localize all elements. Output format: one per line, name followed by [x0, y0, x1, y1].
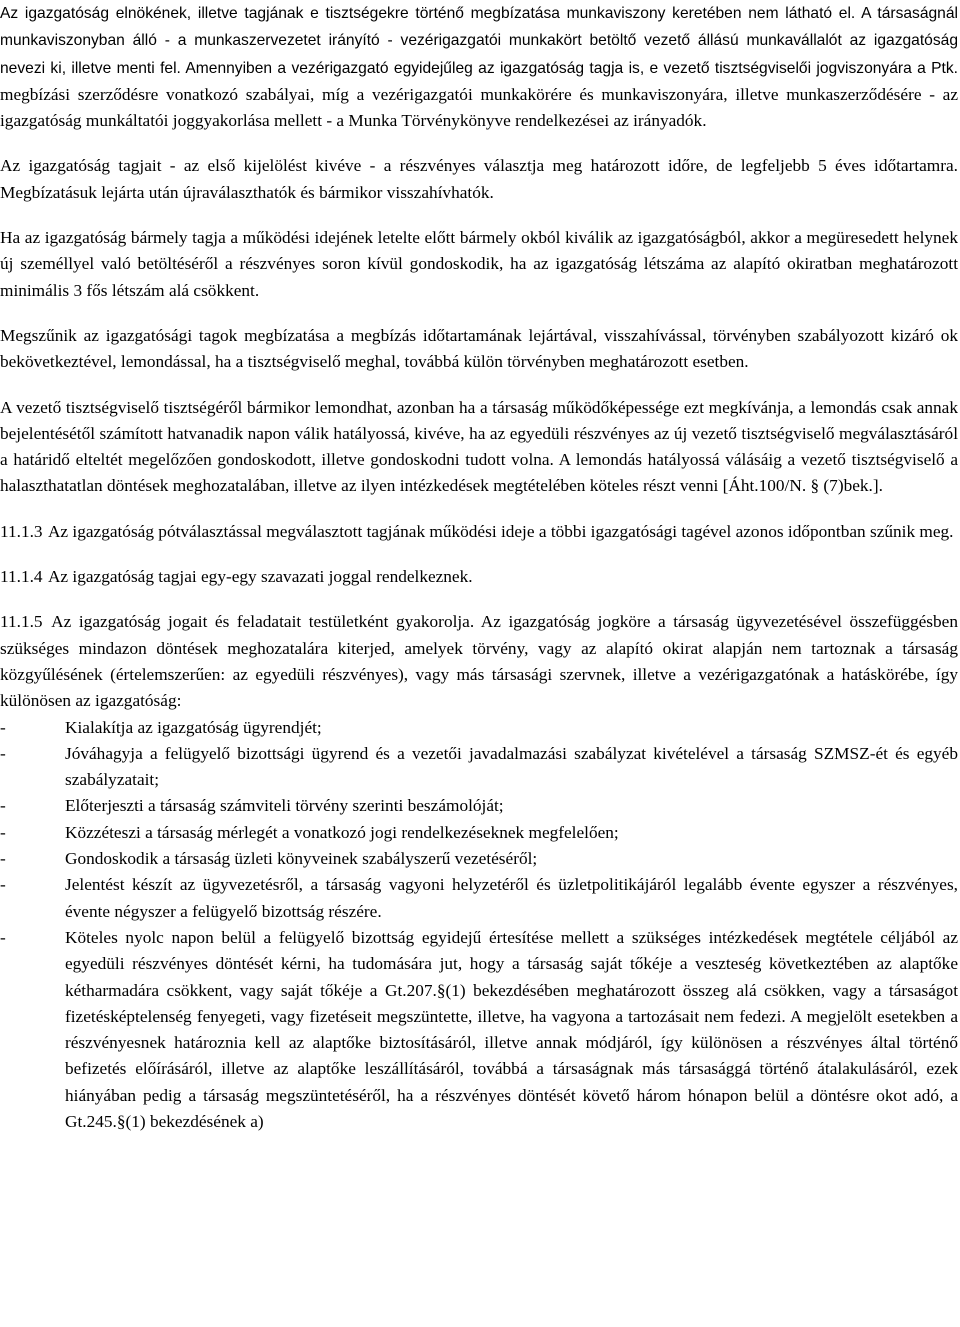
section-number: 11.1.4: [0, 567, 43, 587]
list-item-text: Jelentést készít az ügyvezetésről, a társaság vagyoni helyzetéről és üzletpolitikájáról legalább évente egyszer a részvényes, évente négyszer a felügyelő bizottság részére.: [65, 875, 958, 921]
section-text: Az igazgatóság jogait és feladatait testületként gyakorolja. Az igazgatóság jogköre a társaság ügyvezetésével összefüggésben szükséges mindazon döntések meghozatalára kiterjed, amelyek törvény, vagy az alapító okirat alapján nem tartoznak a társaság közgyűlésének (értelemszerűen: az egyedüli részvényes), vagy más társasági szervnek, illetve a vezérigazgatónak a hatáskörébe, így különösen az igazgatóság:: [0, 612, 958, 711]
dash-bullet: -: [0, 875, 6, 895]
list-item: [0, 872, 958, 925]
spacer: [0, 134, 958, 153]
section-text: Az igazgatóság tagjai egy-egy szavazati joggal rendelkeznek.: [47, 567, 473, 587]
paragraph-employment-serif-part: megbízási szerződésre vonatkozó szabályai, míg a vezérigazgatói munkakörére és munkaviszonyára, illetve munkaszerződésére - az igazgatóság munkáltatói joggyakorlása mellett - a Munka Törvénykönyve rendelkezései az irányadók.: [0, 84, 958, 131]
section-11-1-4: [0, 564, 958, 590]
dash-bullet: -: [0, 927, 6, 947]
list-item: [0, 925, 958, 1135]
section-number: 11.1.5: [0, 612, 43, 632]
paragraph-termination: Megszűnik az igazgatósági tagok megbízatása a megbízás időtartamának lejártával, visszahívással, törvényben szabályozott kizáró ok bekövetkeztével, lemondással, ha a tisztségviselő meghal, továbbá külön törvényben meghatározott esetben.: [0, 325, 958, 372]
list-item-text: Közzéteszi a társaság mérlegét a vonatkozó jogi rendelkezéseknek megfelelően;: [65, 822, 619, 842]
paragraph-employment-sans-part: Az igazgatóság elnökének, illetve tagjának e tisztségekre történő megbízatása munkaviszony keretében nem látható el. A társaságnál munkaviszonyban álló - a munkaszervezetet irányító - vezérigazgatói munkakört betöltő vezető állású munkavállalót az igazgatóság nevezi ki, illetve menti fel. Amennyiben a vezérigazgató egyidejűleg az igazgatóság tagja is, e vezető tisztségviselői jogviszonyára a Ptk.: [0, 5, 958, 77]
list-item-text: Jóváhagyja a felügyelő bizottsági ügyrend és a vezetői javadalmazási szabályzat kivételével a társaság SZMSZ-ét és egyéb szabályzatait;: [65, 743, 958, 790]
dash-bullet: -: [0, 717, 6, 737]
spacer: [0, 500, 958, 519]
list-item-text: Gondoskodik a társaság üzleti könyveinek szabályszerű vezetéséről;: [65, 849, 538, 869]
list-item: [0, 793, 958, 819]
paragraph-employment: [0, 0, 958, 134]
list-item-text: Előterjeszti a társaság számviteli törvény szerinti beszámolóját;: [65, 796, 504, 816]
dash-bullet: -: [0, 796, 6, 816]
paragraph-term: Az igazgatóság tagjait - az első kijelölést kivéve - a részvényes választja meg határozott időre, de legfeljebb 5 éves időtartamra. Megbízatásuk lejárta után újraválaszthatók és bármikor visszahívhatók.: [0, 156, 958, 202]
spacer: [0, 206, 958, 225]
section-text: Az igazgatóság pótválasztással megválasztott tagjának működési ideje a többi igazgatósági tagével azonos időpontban szűnik meg.: [47, 521, 954, 541]
list-item: [0, 820, 958, 846]
section-number: 11.1.3: [0, 521, 43, 541]
paragraph-vacancy: Ha az igazgatóság bármely tagja a működési idejének letelte előtt bármely okból kiválik az igazgatóságból, akkor a megüresedett helynek új személlyel való betöltéséről a részvényes soron kívül gondoskodik, ha az igazgatóság létszáma az alapító okiratban meghatározott minimális 3 fős létszám alá csökkent.: [0, 228, 958, 300]
board-duties-list: [0, 715, 958, 1136]
paragraph-resignation: A vezető tisztségviselő tisztségéről bármikor lemondhat, azonban ha a társaság működőképessége ezt megkívánja, a lemondás csak annak bejelentésétől számított hatvanadik napon válik hatályossá, kivéve, ha az egyedüli részvényes az új vezető tisztségviselő megválasztásáról a határidő elteltét megelőzően gondoskodott, illetve gondoskodni tudott volna. A lemondás hatályossá válásáig a vezető tisztségviselő a halaszthatatlan döntések meghozatalában, illetve az ilyen intézkedések megtételében köteles részt venni [Áht.100/N. § (7)bek.].: [0, 397, 958, 496]
spacer: [0, 590, 958, 609]
list-item-text: Köteles nyolc napon belül a felügyelő bizottság egyidejű értesítése mellett a szükséges intézkedések megtétele céljából az egyedüli részvényes döntését kérni, ha tudomására jut, hogy a társaság saját tőkéje a veszteség következtében az alaptőke kétharmadára csökkent, vagy saját tőkéje a Gt.207.§(1) bekezdésében meghatározott összeg alá csökken, vagy a társaságot fizetésképtelenség fenyegeti, vagy fizetéseit megszüntette, illetve, ha vagyona a tartozásait nem fedezi. A megjelölt esetekben a részvényesnek határoznia kell az alaptőke biztosításáról, illetve annak módjáról, így különösen a részvényes által történő befizetés előírásáról, illetve az alaptőke leszállításáról, továbbá a társaságnak más társasággá történő átalakulásáról, ezek hiányában pedig a társaság megszüntetéséről, ha a részvényes döntését követő három hónapon belül a döntésre okot adó, a Gt.245.§(1) bekezdésének a): [65, 927, 958, 1131]
spacer: [0, 304, 958, 323]
list-item: [0, 846, 958, 872]
section-11-1-5: [0, 609, 958, 714]
list-item-text: Kialakítja az igazgatóság ügyrendjét;: [65, 717, 322, 737]
dash-bullet: -: [0, 822, 6, 842]
list-item: [0, 741, 958, 794]
spacer: [0, 376, 958, 395]
dash-bullet: -: [0, 743, 6, 763]
dash-bullet: -: [0, 849, 6, 869]
spacer: [0, 545, 958, 564]
list-item: [0, 715, 958, 741]
section-11-1-3: [0, 519, 958, 545]
